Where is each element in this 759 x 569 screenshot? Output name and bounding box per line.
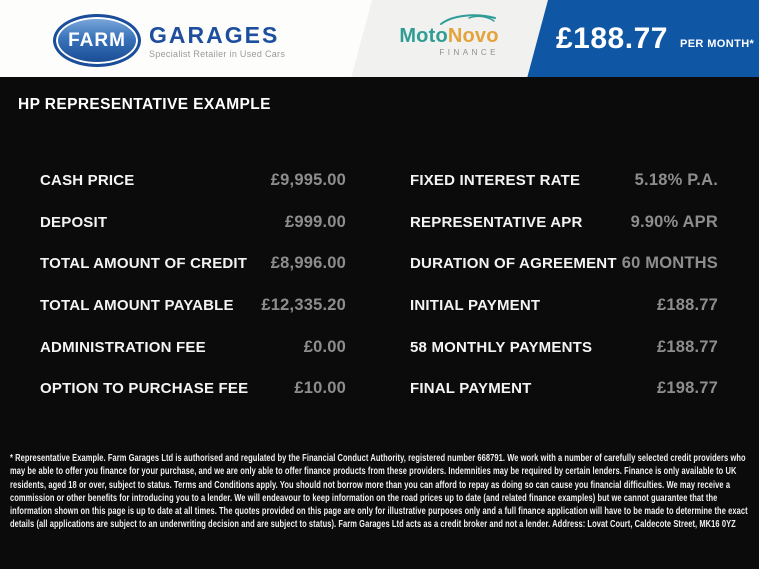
cash-price-label: CASH PRICE xyxy=(40,172,135,190)
motonovo-moto-text: Moto xyxy=(399,25,448,47)
option-fee-label: OPTION TO PURCHASE FEE xyxy=(40,380,249,398)
option-fee-value: £10.00 xyxy=(294,379,346,398)
page-title: HP REPRESENTATIVE EXAMPLE xyxy=(18,96,271,113)
initial-payment-value: £188.77 xyxy=(656,296,718,315)
row-monthly-payments xyxy=(410,326,718,368)
total-payable-value: £12,335.20 xyxy=(261,296,346,315)
cash-price-value: £9,995.00 xyxy=(270,171,346,190)
row-total-payable xyxy=(40,285,346,327)
apr-value: 9.90% APR xyxy=(630,212,718,231)
row-deposit xyxy=(40,202,346,244)
monthly-price-amount: £188.77 xyxy=(556,21,668,55)
farm-garages-logo xyxy=(53,14,285,67)
final-payment-label: FINAL PAYMENT xyxy=(410,380,532,398)
duration-label: DURATION OF AGREEMENT xyxy=(410,255,617,273)
farm-tagline: Specialist Retailer in Used Cars xyxy=(149,48,286,59)
final-payment-value: £198.77 xyxy=(656,379,718,398)
motonovo-wordmark xyxy=(395,26,503,46)
finance-table-right xyxy=(410,160,718,410)
total-payable-label: TOTAL AMOUNT PAYABLE xyxy=(40,297,234,315)
legal-disclaimer-text: * Representative Example. Farm Garages Ltd is authorised and regulated by the Financial Conduct Authority, registered number 668791. We work with a number of carefully selected credit providers who may be able to offer you finance for your purchase, and we are only able to offer finance products from these providers. Indemnities may be required by certain lenders. Finance is only available to UK residents, aged 18 or over, subject to status. Terms and Conditions apply. You should not borrow more than you can afford to repay as doing so can cause you financial difficulties. We may receive a commission or other benefits for introducing you to a lender. We will endeavour to keep information on the road prices up to date (and related finance examples) but we cannot guarantee that the information shown on this page is up to date at all times. The quotes provided on this page are only for illustrative purposes only and a full finance application will have to be made to determine the exact details (all applications are subject to an underwriting decision and are subject to status). Farm Garages Ltd acts as a credit broker and not a lender. Address: Lovat Court, Caldecote Street, MK16 0YZ xyxy=(10,453,748,531)
motonovo-finance-text: FINANCE xyxy=(439,48,499,57)
total-credit-label: TOTAL AMOUNT OF CREDIT xyxy=(40,255,248,273)
interest-rate-label: FIXED INTEREST RATE xyxy=(410,172,581,190)
finance-table-left xyxy=(40,160,346,410)
motonovo-logo xyxy=(395,13,503,57)
deposit-label: DEPOSIT xyxy=(40,213,108,231)
farm-logo-text xyxy=(149,23,285,59)
row-interest-rate xyxy=(410,160,718,202)
row-option-fee xyxy=(40,368,346,410)
monthly-price-suffix: PER MONTH* xyxy=(679,37,755,50)
total-credit-value: £8,996.00 xyxy=(270,254,346,273)
monthly-payments-label: 58 MONTHLY PAYMENTS xyxy=(410,338,593,356)
interest-rate-value: 5.18% P.A. xyxy=(634,171,718,190)
header-bar xyxy=(0,0,759,77)
farm-brand-name: GARAGES xyxy=(149,21,280,48)
row-admin-fee xyxy=(40,326,346,368)
admin-fee-value: £0.00 xyxy=(303,337,346,356)
monthly-price-banner xyxy=(556,0,756,77)
farm-oval-text: FARM xyxy=(68,29,126,51)
row-initial-payment xyxy=(410,285,718,327)
apr-label: REPRESENTATIVE APR xyxy=(410,213,583,231)
row-final-payment xyxy=(410,368,718,410)
initial-payment-label: INITIAL PAYMENT xyxy=(410,297,541,315)
farm-oval-badge xyxy=(53,14,141,67)
motonovo-novo-text: Novo xyxy=(447,25,499,47)
row-apr xyxy=(410,202,718,244)
row-cash-price xyxy=(40,160,346,202)
row-duration xyxy=(410,243,718,285)
admin-fee-label: ADMINISTRATION FEE xyxy=(40,338,206,356)
deposit-value: £999.00 xyxy=(284,212,346,231)
duration-value: 60 MONTHS xyxy=(621,254,718,273)
monthly-payments-value: £188.77 xyxy=(656,337,718,356)
row-total-credit xyxy=(40,243,346,285)
